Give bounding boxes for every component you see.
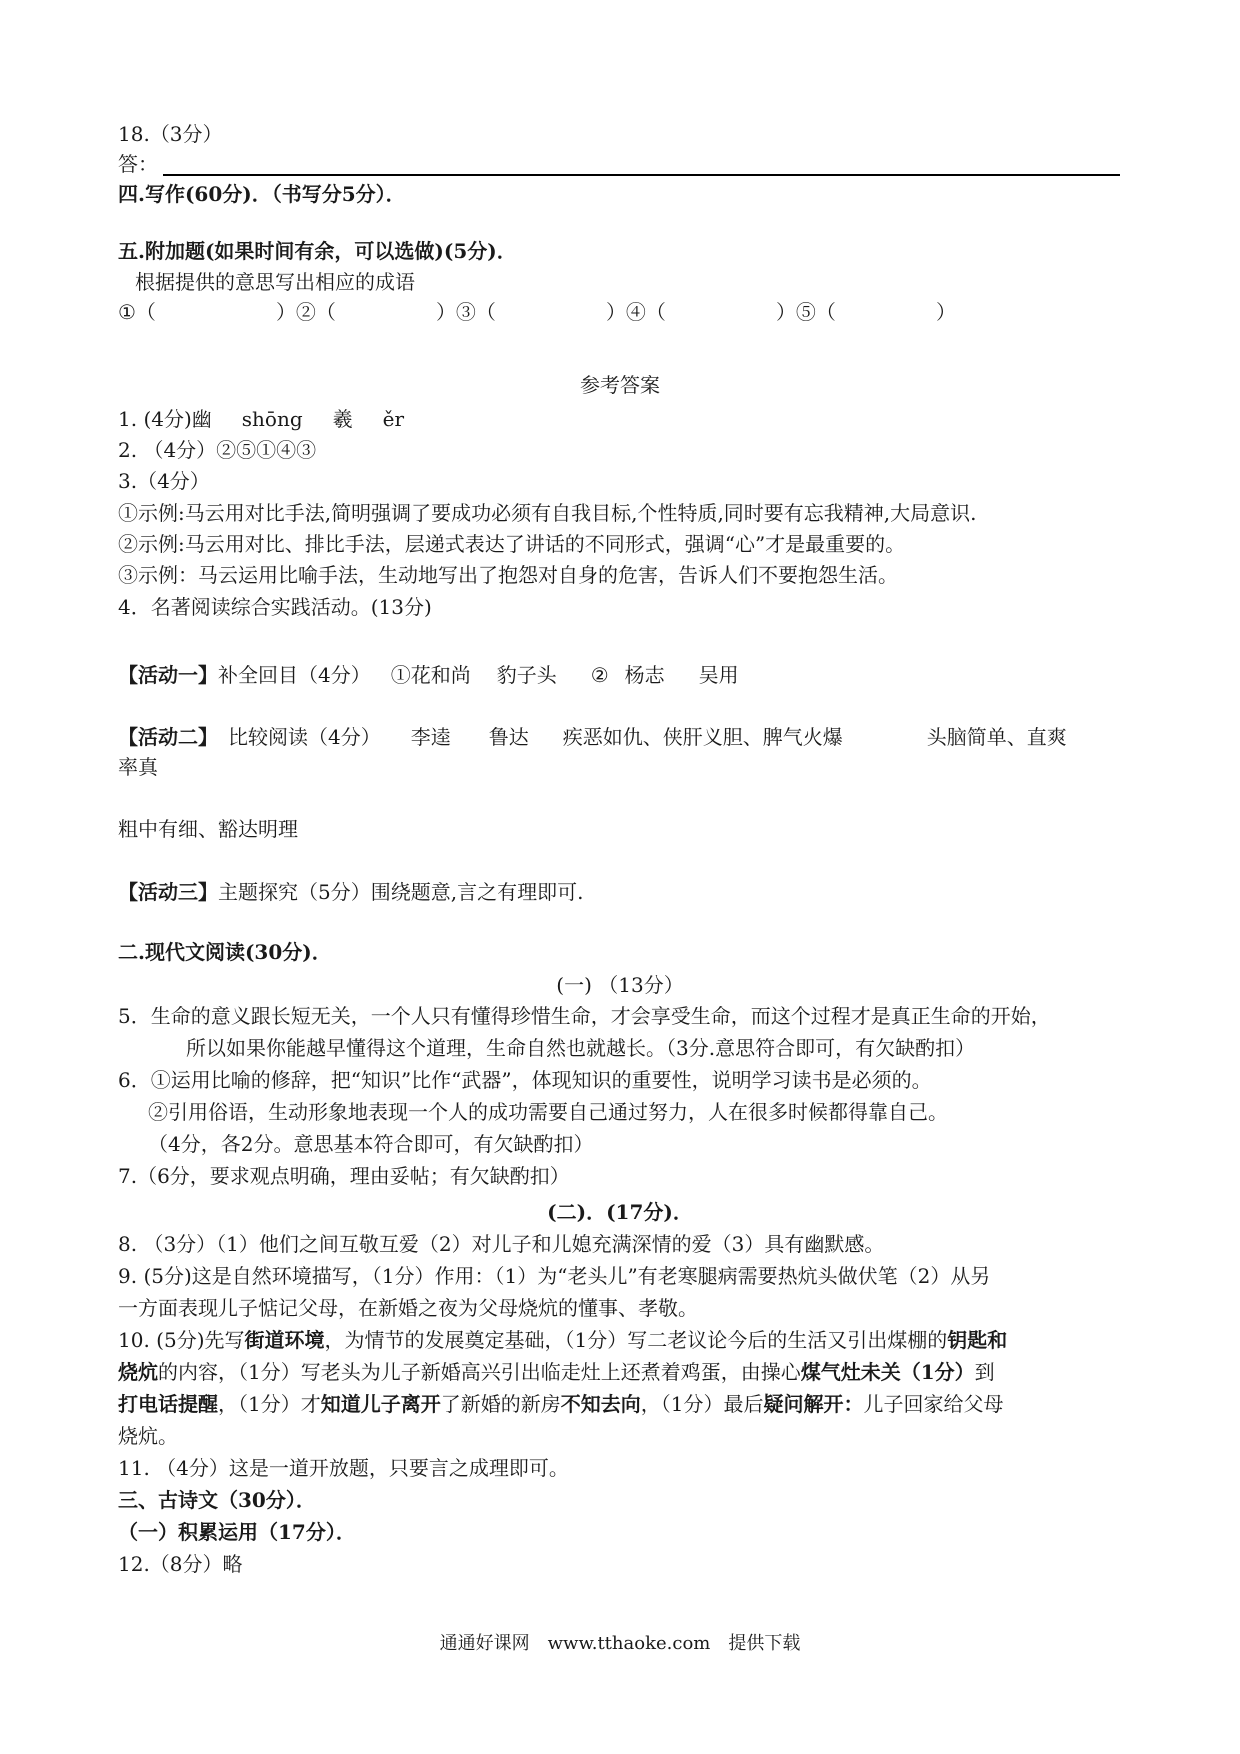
answer-6-item: ②引用俗语，生动形象地表现一个人的成功需要自己通过努力，人在很多时候都得靠自己。 [148,1100,948,1124]
answer-8: 8. （3分）（1）他们之间互敬互爱（2）对儿子和儿媳充满深情的爱（3）具有幽默感。 [118,1232,885,1256]
answer-5: 5．生命的意义跟长短无关，一个人只有懂得珍惜生命，才会享受生命，而这个过程才是真正生命的开始， [118,1004,1051,1028]
answer-9-cont: 一方面表现儿子惦记父母，在新婚之夜为父母烧炕的懂事、孝敬。 [118,1296,698,1320]
answer-10-line3: 打电话提醒，（1分）才知道儿子离开了新婚的新房不知去向，（1分）最后疑问解开：儿子回家给父母 [118,1392,1004,1416]
section2-part1: (一) （13分） [556,973,684,997]
answer-6-note: （4分，各2分。意思基本符合即可，有欠缺酌扣） [148,1132,594,1156]
answer-3-item: ③示例：马云运用比喻手法，生动地写出了抱怨对自身的危害，告诉人们不要抱怨生活。 [118,563,898,587]
section5-title: 五.附加题(如果时间有余，可以选做)(5分)． [118,239,517,263]
page-footer: 通通好课网 www.tthaoke.com 提供下载 [439,1633,801,1654]
answer-1: 1. (4分)幽 shōng 羲 ěr [118,407,405,431]
answer-underline [163,174,1120,176]
section5-instruction: 根据提供的意思写出相应的成语 [135,270,415,294]
answer-7: 7.（6分，要求观点明确，理由妥帖；有欠缺酌扣） [118,1164,570,1188]
activity-1: 【活动一】补全回目（4分） ①花和尚 豹子头 ② 杨志 吴用 [118,663,739,687]
answer-11: 11. （4分）这是一道开放题，只要言之成理即可。 [118,1456,569,1480]
answer-10-line4: 烧炕。 [118,1424,178,1448]
answer-3-lead: 3.（4分） [118,469,210,493]
answer-12: 12.（8分）略 [118,1552,243,1576]
answer-3-item: ①示例:马云用对比手法,简明强调了要成功必须有自我目标,个性特质,同时要有忘我精神,大局意识. [118,501,977,525]
answer-10-line2: 烧炕的内容，（1分）写老头为儿子新婚高兴引出临走灶上还煮着鸡蛋，由操心煤气灶未关（1分）到 [118,1360,995,1384]
activity-3: 【活动三】主题探究（5分）围绕题意,言之有理即可. [118,880,584,904]
answer-3-item: ②示例:马云用对比、排比手法，层递式表达了讲话的不同形式，强调“心”才是最重要的。 [118,532,906,556]
activity-2-cont: 率真 [118,755,158,779]
section3-part1: （一）积累运用（17分）． [118,1520,356,1544]
activity-2-trait: 粗中有细、豁达明理 [118,817,298,841]
q18-answer-label: 答： [118,152,158,176]
idiom-blanks: ①（ ）②（ ）③（ ）④（ ）⑤（ ） [118,300,956,324]
section2-part2: (二)．(17分)． [547,1200,693,1224]
answer-2: 2. （4分）②⑤①④③ [118,438,317,462]
answer-10: 10. (5分)先写街道环境，为情节的发展奠定基础，（1分）写二老议论今后的生活又引出煤棚的钥匙和 [118,1328,1008,1352]
answers-title: 参考答案 [580,373,660,397]
section3-title: 三、古诗文（30分）． [118,1488,316,1512]
answer-4: 4．名著阅读综合实践活动。(13分) [118,595,432,619]
q18-line: 18.（3分） [118,122,223,146]
answer-5-cont: 所以如果你能越早懂得这个道理，生命自然也就越长。（3分.意思符合即可，有欠缺酌扣） [186,1036,976,1060]
section4-title: 四.写作(60分)．（书写分5分）． [118,182,406,206]
activity-2: 【活动二】 比较阅读（4分） 李逵 鲁达 疾恶如仇、侠肝义胆、脾气火爆 头脑简单、直爽 [118,725,1067,749]
answer-6: 6．①运用比喻的修辞，把“知识”比作“武器”，体现知识的重要性，说明学习读书是必须的。 [118,1068,932,1092]
section2-title: 二.现代文阅读(30分)． [118,940,332,964]
answer-9: 9. (5分)这是自然环境描写，（1分）作用：（1）为“老头儿”有老寒腿病需要热炕头做伏笔（2）从另 [118,1264,991,1288]
